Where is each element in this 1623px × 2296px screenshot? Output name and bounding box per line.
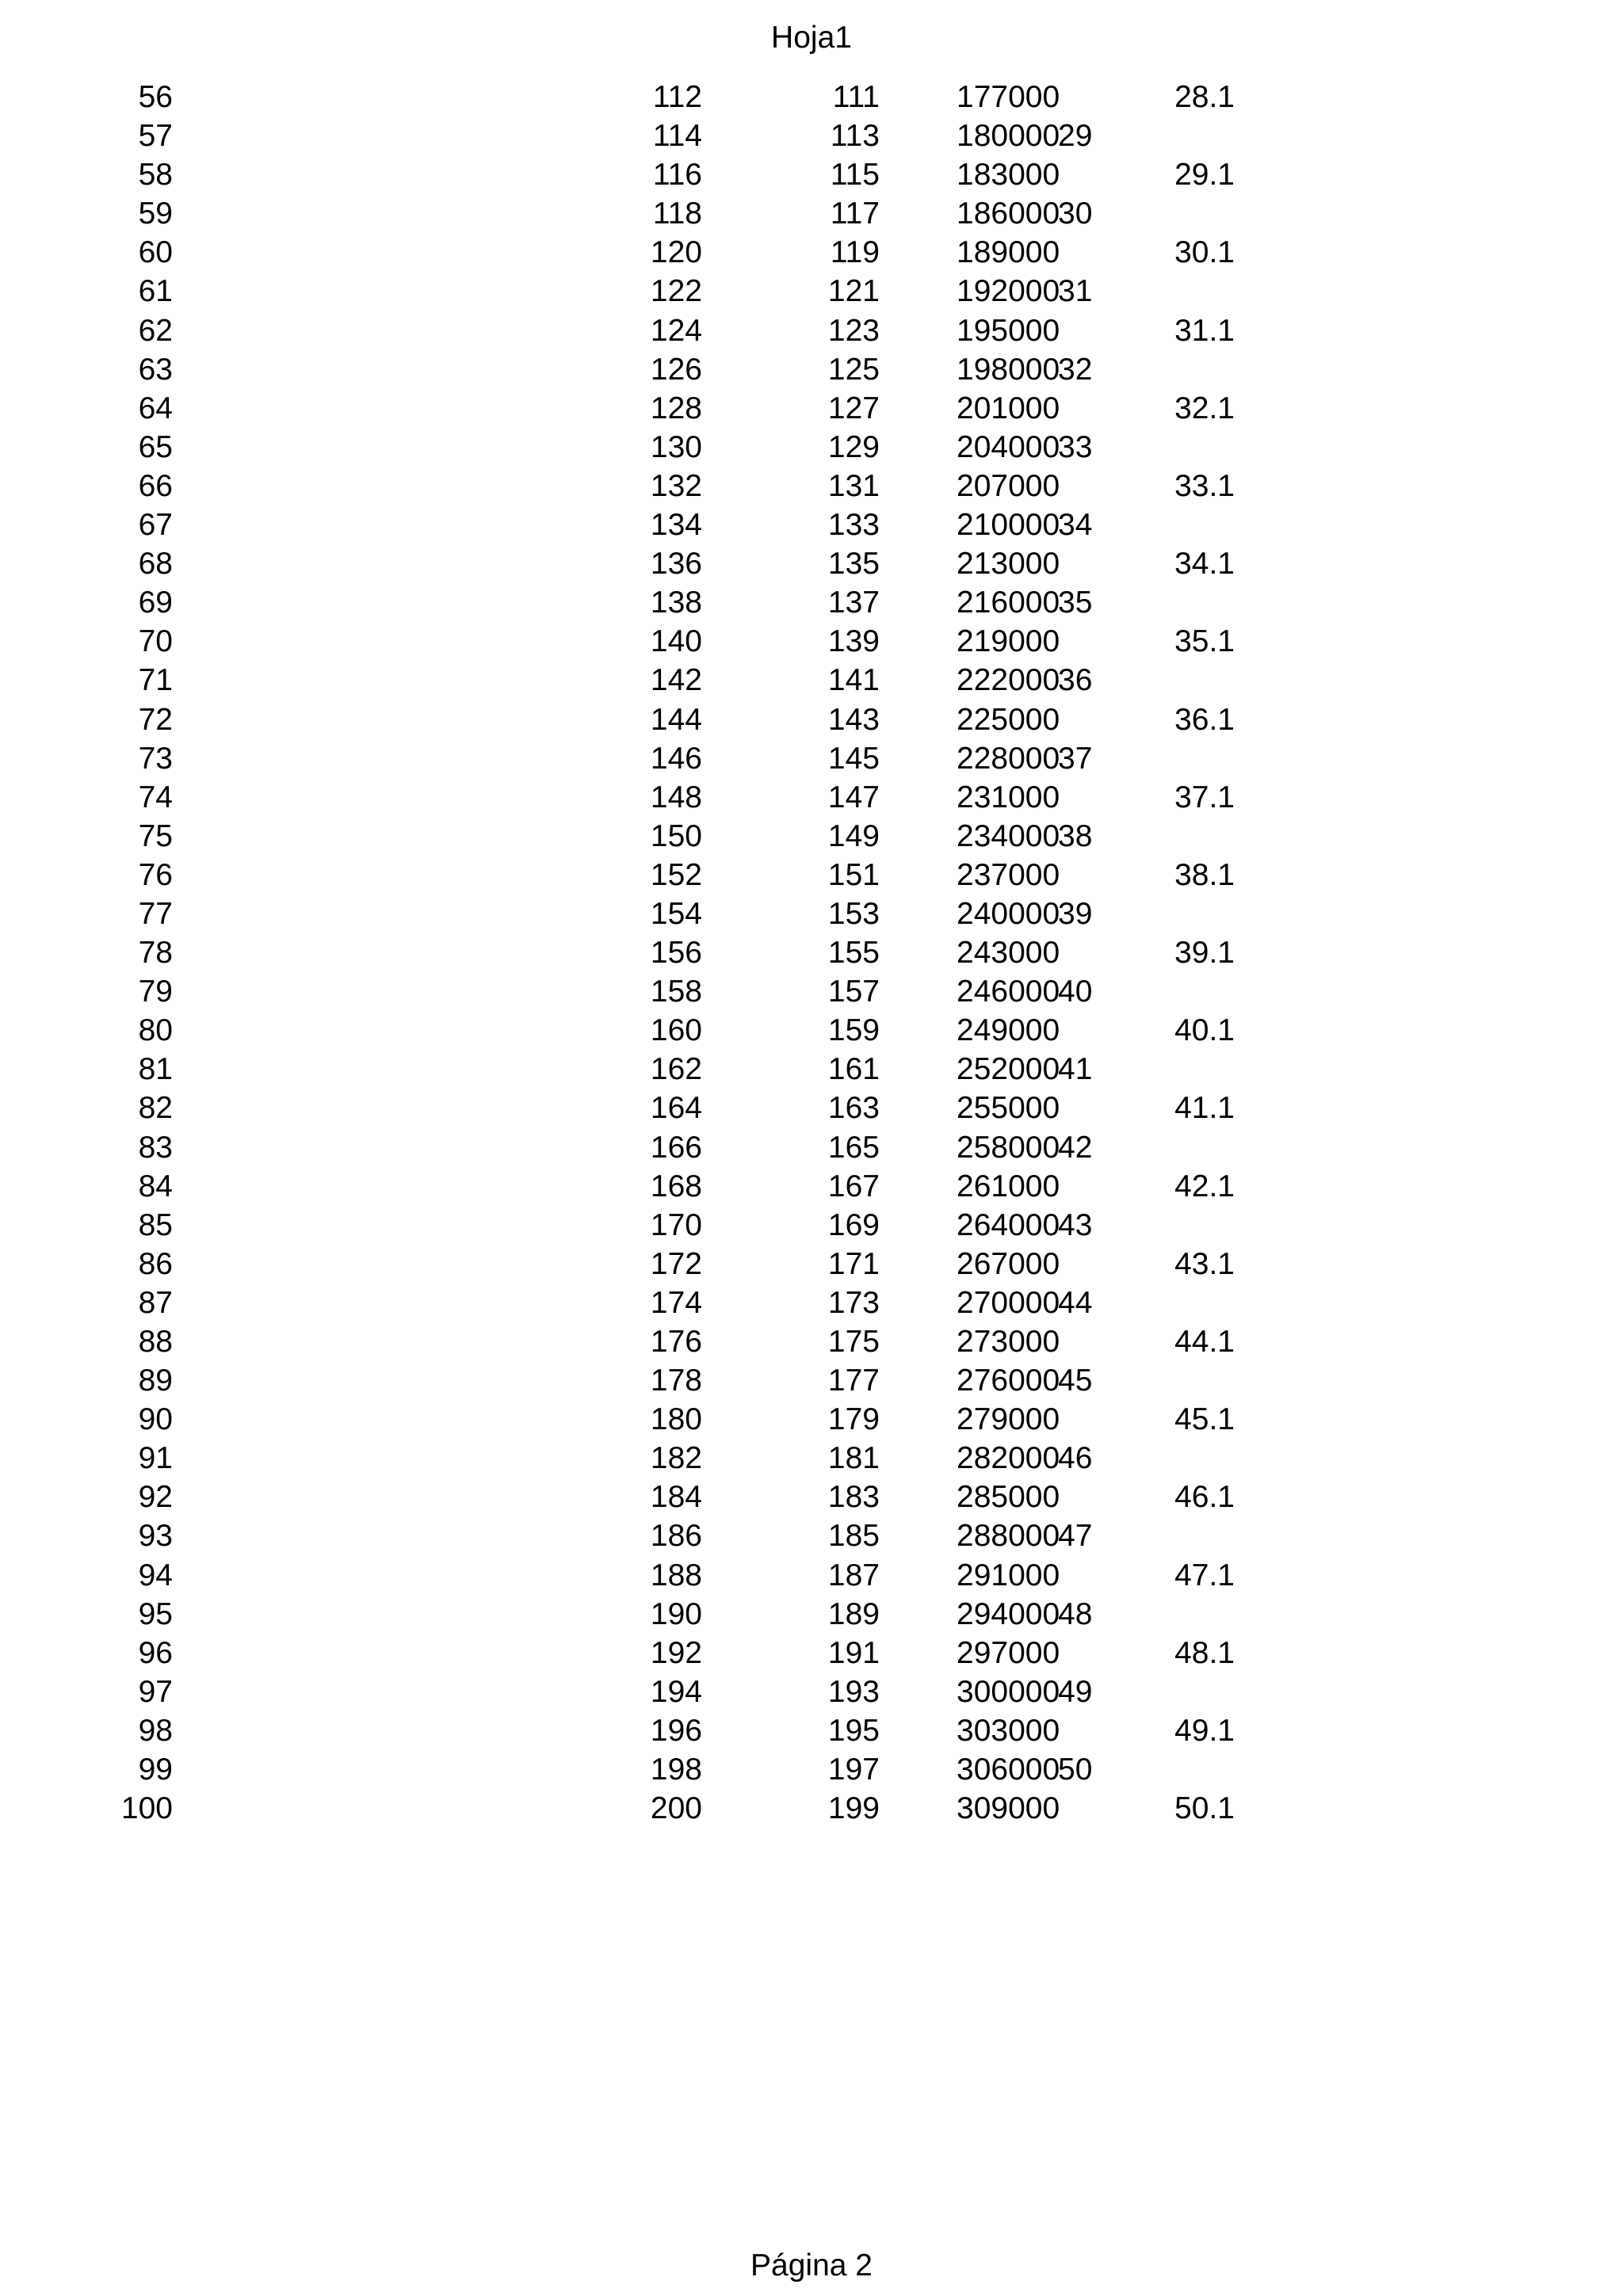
table-row — [0, 700, 1623, 739]
table-row — [0, 1634, 1623, 1672]
table-row — [0, 933, 1623, 972]
table-row — [0, 1089, 1623, 1127]
table-cell-col-b: 136 — [650, 547, 702, 582]
table-cell-col-b: 164 — [650, 1091, 702, 1126]
table-cell-col-a: 69 — [138, 585, 173, 620]
table-cell-col-b: 160 — [650, 1013, 702, 1048]
table-cell-col-f: 35.1 — [1174, 624, 1235, 659]
table-cell-col-f: 31.1 — [1174, 313, 1235, 348]
table-cell-col-d: 309000 — [957, 1791, 1060, 1826]
table-cell-col-d: 270000 — [957, 1285, 1060, 1320]
table-cell-col-b: 140 — [650, 624, 702, 659]
table-cell-col-b: 178 — [650, 1363, 702, 1398]
table-cell-col-a: 97 — [138, 1674, 173, 1709]
table-cell-col-f: 45.1 — [1174, 1402, 1235, 1437]
table-row — [0, 583, 1623, 622]
table-cell-col-c: 187 — [827, 1558, 880, 1592]
table-cell-col-f: 43.1 — [1174, 1246, 1235, 1281]
table-cell-col-b: 156 — [650, 936, 702, 971]
table-cell-col-c: 129 — [827, 429, 880, 464]
table-cell-col-d: 195000 — [957, 313, 1060, 348]
table-row — [0, 389, 1623, 428]
table-cell-col-a: 78 — [138, 936, 173, 971]
table-cell-col-a: 71 — [138, 663, 173, 698]
table-row — [0, 1556, 1623, 1595]
table-cell-col-c: 115 — [830, 158, 880, 193]
table-cell-col-b: 126 — [650, 352, 702, 387]
table-cell-col-d: 273000 — [957, 1325, 1060, 1359]
table-row — [0, 661, 1623, 700]
table-cell-col-a: 94 — [138, 1558, 173, 1592]
page-title: Hoja1 — [771, 21, 852, 55]
table-cell-col-c: 175 — [827, 1325, 880, 1359]
table-row — [0, 1672, 1623, 1711]
table-row — [0, 1011, 1623, 1050]
table-row — [0, 544, 1623, 583]
table-cell-col-c: 133 — [827, 508, 880, 543]
table-row — [0, 78, 1623, 116]
table-cell-col-d: 267000 — [957, 1246, 1060, 1281]
table-cell-col-c: 189 — [827, 1596, 880, 1631]
table-cell-col-a: 64 — [138, 391, 173, 425]
table-cell-col-e: 44 — [1058, 1285, 1093, 1320]
table-cell-col-e: 29 — [1058, 119, 1093, 154]
table-cell-col-c: 155 — [827, 936, 880, 971]
table-cell-col-d: 243000 — [957, 936, 1060, 971]
table-cell-col-b: 190 — [650, 1596, 702, 1631]
table-cell-col-b: 182 — [650, 1441, 702, 1476]
table-cell-col-f: 33.1 — [1174, 468, 1235, 503]
table-cell-col-e: 49 — [1058, 1674, 1093, 1709]
table-cell-col-d: 279000 — [957, 1402, 1060, 1437]
table-cell-col-a: 85 — [138, 1207, 173, 1242]
table-cell-col-d: 300000 — [957, 1674, 1060, 1709]
table-cell-col-d: 285000 — [957, 1480, 1060, 1515]
spreadsheet-table — [0, 78, 1623, 1828]
table-cell-col-a: 73 — [138, 741, 173, 776]
table-row — [0, 1128, 1623, 1167]
table-cell-col-a: 63 — [138, 352, 173, 387]
table-cell-col-a: 58 — [138, 158, 173, 193]
table-cell-col-d: 246000 — [957, 974, 1060, 1009]
table-cell-col-f: 46.1 — [1174, 1480, 1235, 1515]
table-cell-col-c: 121 — [827, 274, 880, 309]
table-cell-col-d: 288000 — [957, 1519, 1060, 1554]
table-row — [0, 505, 1623, 544]
table-cell-col-c: 149 — [827, 818, 880, 853]
table-cell-col-e: 30 — [1058, 196, 1093, 231]
table-cell-col-b: 172 — [650, 1246, 702, 1281]
table-cell-col-f: 41.1 — [1174, 1091, 1235, 1126]
table-row — [0, 1439, 1623, 1478]
table-cell-col-f: 34.1 — [1174, 547, 1235, 582]
table-cell-col-a: 98 — [138, 1713, 173, 1748]
table-cell-col-c: 177 — [827, 1363, 880, 1398]
table-cell-col-c: 113 — [830, 119, 880, 154]
table-row — [0, 116, 1623, 155]
table-cell-col-b: 158 — [650, 974, 702, 1009]
table-cell-col-b: 128 — [650, 391, 702, 425]
table-cell-col-a: 61 — [138, 274, 173, 309]
table-row — [0, 817, 1623, 856]
table-cell-col-c: 141 — [827, 663, 880, 698]
table-cell-col-b: 130 — [650, 429, 702, 464]
table-cell-col-e: 46 — [1058, 1441, 1093, 1476]
table-cell-col-a: 66 — [138, 468, 173, 503]
table-cell-col-a: 95 — [138, 1596, 173, 1631]
table-cell-col-c: 163 — [827, 1091, 880, 1126]
table-cell-col-a: 65 — [138, 429, 173, 464]
table-cell-col-b: 114 — [652, 119, 702, 154]
table-row — [0, 1322, 1623, 1361]
table-row — [0, 972, 1623, 1011]
table-cell-col-a: 74 — [138, 780, 173, 814]
table-cell-col-b: 162 — [650, 1052, 702, 1087]
table-row — [0, 1206, 1623, 1245]
table-cell-col-e: 48 — [1058, 1596, 1093, 1631]
table-cell-col-a: 62 — [138, 313, 173, 348]
table-cell-col-d: 258000 — [957, 1130, 1060, 1165]
table-row — [0, 272, 1623, 311]
table-cell-col-a: 92 — [138, 1480, 173, 1515]
table-cell-col-b: 168 — [650, 1169, 702, 1203]
table-cell-col-a: 90 — [138, 1402, 173, 1437]
table-cell-col-a: 88 — [138, 1325, 173, 1359]
table-cell-col-b: 118 — [652, 196, 702, 231]
table-cell-col-d: 207000 — [957, 468, 1060, 503]
table-cell-col-a: 81 — [138, 1052, 173, 1087]
table-cell-col-b: 184 — [650, 1480, 702, 1515]
table-cell-col-c: 111 — [832, 80, 880, 114]
table-cell-col-d: 240000 — [957, 896, 1060, 931]
table-cell-col-b: 180 — [650, 1402, 702, 1437]
table-cell-col-f: 40.1 — [1174, 1013, 1235, 1048]
table-cell-col-a: 75 — [138, 818, 173, 853]
table-cell-col-a: 56 — [138, 80, 173, 114]
table-cell-col-d: 216000 — [957, 585, 1060, 620]
table-cell-col-b: 150 — [650, 818, 702, 853]
table-row — [0, 467, 1623, 505]
table-cell-col-a: 86 — [138, 1246, 173, 1281]
table-cell-col-c: 153 — [827, 896, 880, 931]
table-cell-col-c: 145 — [827, 741, 880, 776]
table-cell-col-b: 148 — [650, 780, 702, 814]
table-cell-col-c: 151 — [827, 857, 880, 892]
table-cell-col-c: 199 — [827, 1791, 880, 1826]
table-cell-col-d: 219000 — [957, 624, 1060, 659]
table-cell-col-f: 28.1 — [1174, 80, 1235, 114]
table-cell-col-b: 188 — [650, 1558, 702, 1592]
table-cell-col-c: 171 — [827, 1246, 880, 1281]
table-cell-col-a: 67 — [138, 508, 173, 543]
table-cell-col-d: 183000 — [957, 158, 1060, 193]
table-row — [0, 1750, 1623, 1789]
table-cell-col-d: 231000 — [957, 780, 1060, 814]
table-row — [0, 778, 1623, 817]
table-cell-col-a: 82 — [138, 1091, 173, 1126]
table-cell-col-d: 192000 — [957, 274, 1060, 309]
table-cell-col-e: 35 — [1058, 585, 1093, 620]
table-cell-col-e: 37 — [1058, 741, 1093, 776]
table-cell-col-e: 34 — [1058, 508, 1093, 543]
table-cell-col-a: 89 — [138, 1363, 173, 1398]
table-cell-col-d: 177000 — [957, 80, 1060, 114]
table-row — [0, 1050, 1623, 1089]
table-cell-col-e: 45 — [1058, 1363, 1093, 1398]
table-cell-col-c: 193 — [827, 1674, 880, 1709]
table-cell-col-e: 47 — [1058, 1519, 1093, 1554]
table-cell-col-c: 125 — [827, 352, 880, 387]
table-cell-col-d: 225000 — [957, 702, 1060, 737]
table-cell-col-a: 72 — [138, 702, 173, 737]
table-cell-col-d: 249000 — [957, 1013, 1060, 1048]
table-cell-col-b: 122 — [650, 274, 702, 309]
table-cell-col-b: 112 — [652, 80, 702, 114]
table-cell-col-a: 77 — [138, 896, 173, 931]
table-cell-col-b: 196 — [650, 1713, 702, 1748]
table-cell-col-c: 117 — [830, 196, 880, 231]
table-cell-col-c: 159 — [827, 1013, 880, 1048]
table-cell-col-d: 291000 — [957, 1558, 1060, 1592]
table-row — [0, 233, 1623, 272]
table-cell-col-d: 306000 — [957, 1753, 1060, 1787]
table-cell-col-a: 100 — [120, 1791, 173, 1826]
table-cell-col-b: 120 — [650, 235, 702, 270]
table-cell-col-d: 180000 — [957, 119, 1060, 154]
table-cell-col-b: 144 — [650, 702, 702, 737]
table-cell-col-c: 157 — [827, 974, 880, 1009]
table-cell-col-c: 185 — [827, 1519, 880, 1554]
table-cell-col-f: 44.1 — [1174, 1325, 1235, 1359]
table-cell-col-c: 181 — [827, 1441, 880, 1476]
table-cell-col-b: 124 — [650, 313, 702, 348]
table-cell-col-d: 264000 — [957, 1207, 1060, 1242]
table-cell-col-e: 38 — [1058, 818, 1093, 853]
table-cell-col-c: 123 — [827, 313, 880, 348]
page-number: Página 2 — [750, 2248, 873, 2283]
table-cell-col-b: 134 — [650, 508, 702, 543]
table-cell-col-a: 79 — [138, 974, 173, 1009]
table-cell-col-b: 170 — [650, 1207, 702, 1242]
table-cell-col-d: 210000 — [957, 508, 1060, 543]
table-cell-col-d: 282000 — [957, 1441, 1060, 1476]
table-cell-col-c: 147 — [827, 780, 880, 814]
table-cell-col-a: 83 — [138, 1130, 173, 1165]
table-cell-col-a: 70 — [138, 624, 173, 659]
table-cell-col-b: 192 — [650, 1635, 702, 1670]
table-cell-col-a: 76 — [138, 857, 173, 892]
table-cell-col-f: 50.1 — [1174, 1791, 1235, 1826]
table-cell-col-b: 198 — [650, 1753, 702, 1787]
table-cell-col-e: 39 — [1058, 896, 1093, 931]
table-cell-col-e: 41 — [1058, 1052, 1093, 1087]
table-cell-col-d: 186000 — [957, 196, 1060, 231]
table-cell-col-c: 119 — [830, 235, 880, 270]
table-cell-col-c: 183 — [827, 1480, 880, 1515]
table-cell-col-e: 31 — [1058, 274, 1093, 309]
table-cell-col-f: 29.1 — [1174, 158, 1235, 193]
table-cell-col-a: 59 — [138, 196, 173, 231]
table-row — [0, 1283, 1623, 1322]
table-cell-col-c: 165 — [827, 1130, 880, 1165]
table-row — [0, 194, 1623, 233]
table-cell-col-d: 276000 — [957, 1363, 1060, 1398]
table-cell-col-f: 39.1 — [1174, 936, 1235, 971]
table-cell-col-a: 80 — [138, 1013, 173, 1048]
table-cell-col-a: 60 — [138, 235, 173, 270]
table-cell-col-e: 32 — [1058, 352, 1093, 387]
table-cell-col-b: 194 — [650, 1674, 702, 1709]
table-cell-col-e: 42 — [1058, 1130, 1093, 1165]
table-row — [0, 1595, 1623, 1634]
table-cell-col-d: 252000 — [957, 1052, 1060, 1087]
table-row — [0, 1400, 1623, 1439]
table-cell-col-f: 48.1 — [1174, 1635, 1235, 1670]
table-row — [0, 1711, 1623, 1750]
table-cell-col-d: 204000 — [957, 429, 1060, 464]
table-cell-col-d: 297000 — [957, 1635, 1060, 1670]
table-cell-col-b: 154 — [650, 896, 702, 931]
table-cell-col-d: 189000 — [957, 235, 1060, 270]
table-cell-col-f: 49.1 — [1174, 1713, 1235, 1748]
table-cell-col-b: 174 — [650, 1285, 702, 1320]
table-cell-col-c: 139 — [827, 624, 880, 659]
table-cell-col-a: 84 — [138, 1169, 173, 1203]
table-row — [0, 1478, 1623, 1516]
table-row — [0, 311, 1623, 350]
table-cell-col-d: 222000 — [957, 663, 1060, 698]
table-cell-col-c: 167 — [827, 1169, 880, 1203]
table-row — [0, 1167, 1623, 1206]
table-cell-col-b: 146 — [650, 741, 702, 776]
table-cell-col-c: 179 — [827, 1402, 880, 1437]
table-cell-col-d: 255000 — [957, 1091, 1060, 1126]
table-cell-col-b: 166 — [650, 1130, 702, 1165]
table-cell-col-f: 42.1 — [1174, 1169, 1235, 1203]
table-cell-col-a: 99 — [138, 1753, 173, 1787]
table-cell-col-f: 38.1 — [1174, 857, 1235, 892]
table-row — [0, 856, 1623, 894]
table-cell-col-a: 68 — [138, 547, 173, 582]
table-cell-col-c: 161 — [827, 1052, 880, 1087]
table-cell-col-c: 169 — [827, 1207, 880, 1242]
table-cell-col-f: 47.1 — [1174, 1558, 1235, 1592]
table-cell-col-e: 40 — [1058, 974, 1093, 1009]
table-row — [0, 622, 1623, 661]
table-cell-col-a: 93 — [138, 1519, 173, 1554]
table-cell-col-c: 173 — [827, 1285, 880, 1320]
table-cell-col-d: 261000 — [957, 1169, 1060, 1203]
table-row — [0, 1245, 1623, 1283]
table-cell-col-d: 213000 — [957, 547, 1060, 582]
table-row — [0, 739, 1623, 778]
table-cell-col-f: 32.1 — [1174, 391, 1235, 425]
table-cell-col-a: 91 — [138, 1441, 173, 1476]
table-cell-col-d: 237000 — [957, 857, 1060, 892]
table-cell-col-c: 195 — [827, 1713, 880, 1748]
table-row — [0, 1361, 1623, 1400]
table-cell-col-b: 138 — [650, 585, 702, 620]
table-row — [0, 1789, 1623, 1828]
table-row — [0, 894, 1623, 933]
table-cell-col-b: 176 — [650, 1325, 702, 1359]
table-cell-col-b: 186 — [650, 1519, 702, 1554]
table-cell-col-b: 116 — [652, 158, 702, 193]
table-cell-col-b: 200 — [650, 1791, 702, 1826]
table-cell-col-d: 198000 — [957, 352, 1060, 387]
table-cell-col-c: 131 — [827, 468, 880, 503]
table-cell-col-c: 197 — [827, 1753, 880, 1787]
table-cell-col-e: 33 — [1058, 429, 1093, 464]
table-cell-col-a: 87 — [138, 1285, 173, 1320]
table-cell-col-f: 30.1 — [1174, 235, 1235, 270]
table-cell-col-d: 201000 — [957, 391, 1060, 425]
table-cell-col-e: 50 — [1058, 1753, 1093, 1787]
table-cell-col-d: 303000 — [957, 1713, 1060, 1748]
table-cell-col-c: 143 — [827, 702, 880, 737]
table-cell-col-f: 36.1 — [1174, 702, 1235, 737]
table-cell-col-d: 294000 — [957, 1596, 1060, 1631]
table-cell-col-d: 228000 — [957, 741, 1060, 776]
table-cell-col-f: 37.1 — [1174, 780, 1235, 814]
table-cell-col-d: 234000 — [957, 818, 1060, 853]
table-cell-col-e: 43 — [1058, 1207, 1093, 1242]
table-row — [0, 428, 1623, 467]
table-row — [0, 350, 1623, 389]
table-cell-col-a: 96 — [138, 1635, 173, 1670]
table-cell-col-c: 137 — [827, 585, 880, 620]
table-cell-col-e: 36 — [1058, 663, 1093, 698]
table-cell-col-c: 127 — [827, 391, 880, 425]
table-cell-col-c: 191 — [827, 1635, 880, 1670]
table-row — [0, 1516, 1623, 1555]
table-row — [0, 155, 1623, 194]
table-cell-col-c: 135 — [827, 547, 880, 582]
table-cell-col-b: 152 — [650, 857, 702, 892]
table-cell-col-b: 142 — [650, 663, 702, 698]
table-cell-col-a: 57 — [138, 119, 173, 154]
table-cell-col-b: 132 — [650, 468, 702, 503]
